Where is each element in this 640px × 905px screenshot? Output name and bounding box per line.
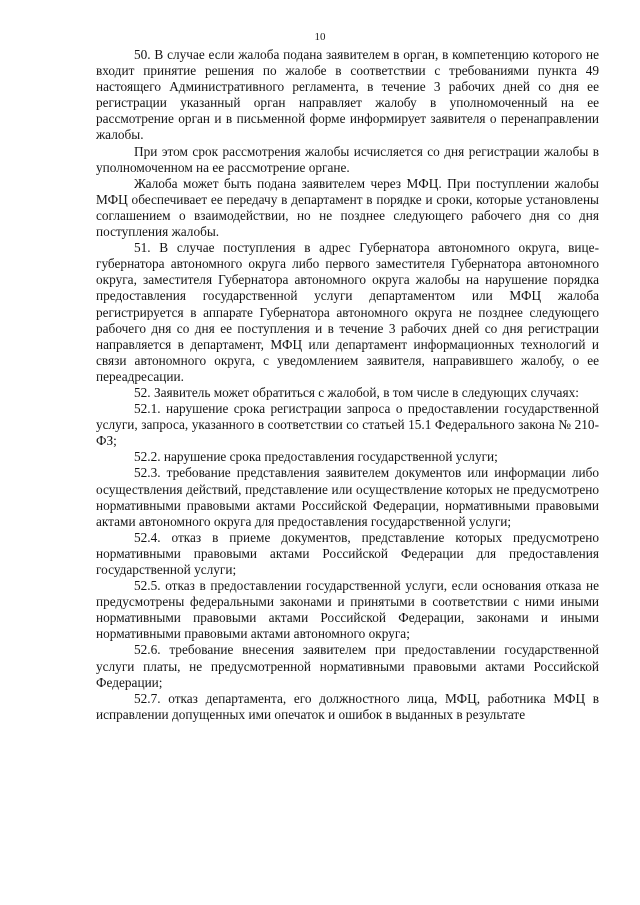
paragraph-52: 52. Заявитель может обратиться с жалобой, в том числе в следующих случаях:	[134, 384, 579, 400]
paragraph-52-2: 52.2. нарушение срока предоставления государственной услуги;	[134, 449, 498, 465]
body-text	[96, 47, 599, 723]
paragraph-52-7: 52.7. отказ департамента, его должностного лица, МФЦ, работника МФЦ в исправлении допущенных ими опечаток и ошибок в выданных в результате	[96, 690, 599, 722]
paragraph-52-6: 52.6. требование внесения заявителем при предоставлении государственной услуги платы, не предусмотренной нормативными правовыми актами Российской Федерации;	[96, 642, 599, 690]
paragraph-52-4: 52.4. отказ в приеме документов, представление которых предусмотрено нормативными правовыми актами Российской Федерации для предоставления государственной услуги;	[96, 529, 599, 577]
paragraph-50-term: При этом срок рассмотрения жалобы исчисляется со дня регистрации жалобы в уполномоченном на ее рассмотрение органе.	[96, 143, 599, 175]
paragraph-52-5: 52.5. отказ в предоставлении государственной услуги, если основания отказа не предусмотрены федеральными законами и принятыми в соответствии с ними иными нормативными правовыми актами Российской Федерации, законами и иными нормативными правовыми актами автономного округа;	[96, 578, 599, 642]
paragraph-51: 51. В случае поступления в адрес Губернатора автономного округа, вице-губернатора автономного округа либо первого заместителя Губернатора автономного округа, заместителя Губернатора автономного округа жалобы на нарушение порядка предоставления государственной услуги департаментом или МФЦ жалоба регистрируется в аппарате Губернатора автономного округа не позднее следующего рабочего дня со дня ее поступления и в течение 3 рабочих дней со дня регистрации направляется в департамент, МФЦ или департамент информационных технологий и связи автономного округа, с уведомлением заявителя, направившего жалобу, о ее переадресации.	[96, 240, 599, 384]
paragraph-52-3: 52.3. требование представления заявителем документов или информации либо осуществления действий, представление или осуществление которых не предусмотрено нормативными правовыми актами Российской Федерации, нормативными правовыми актами автономного округа для предоставления государственной услуги;	[96, 465, 599, 529]
page-number: 10	[314, 31, 326, 43]
paragraph-50: 50. В случае если жалоба подана заявителем в орган, в компетенцию которого не входит принятие решения по жалобе в соответствии с требованиями пункта 49 настоящего Административного регламента, в течение 3 рабочих дней со дня ее регистрации указанный орган направляет жалобу в уполномоченный на ее рассмотрение орган и в письменной форме информирует заявителя о перенаправлении жалобы.	[96, 47, 599, 143]
paragraph-50-mfc: Жалоба может быть подана заявителем через МФЦ. При поступлении жалобы МФЦ обеспечивает ее передачу в департамент в порядке и сроки, которые установлены соглашением о взаимодействии, но не позднее следующего рабочего дня со дня поступления жалобы.	[96, 175, 599, 240]
paragraph-52-1: 52.1. нарушение срока регистрации запроса о предоставлении государственной услуги, запроса, указанного в соответствии со статьей 15.1 Федерального закона № 210-ФЗ;	[96, 401, 599, 449]
